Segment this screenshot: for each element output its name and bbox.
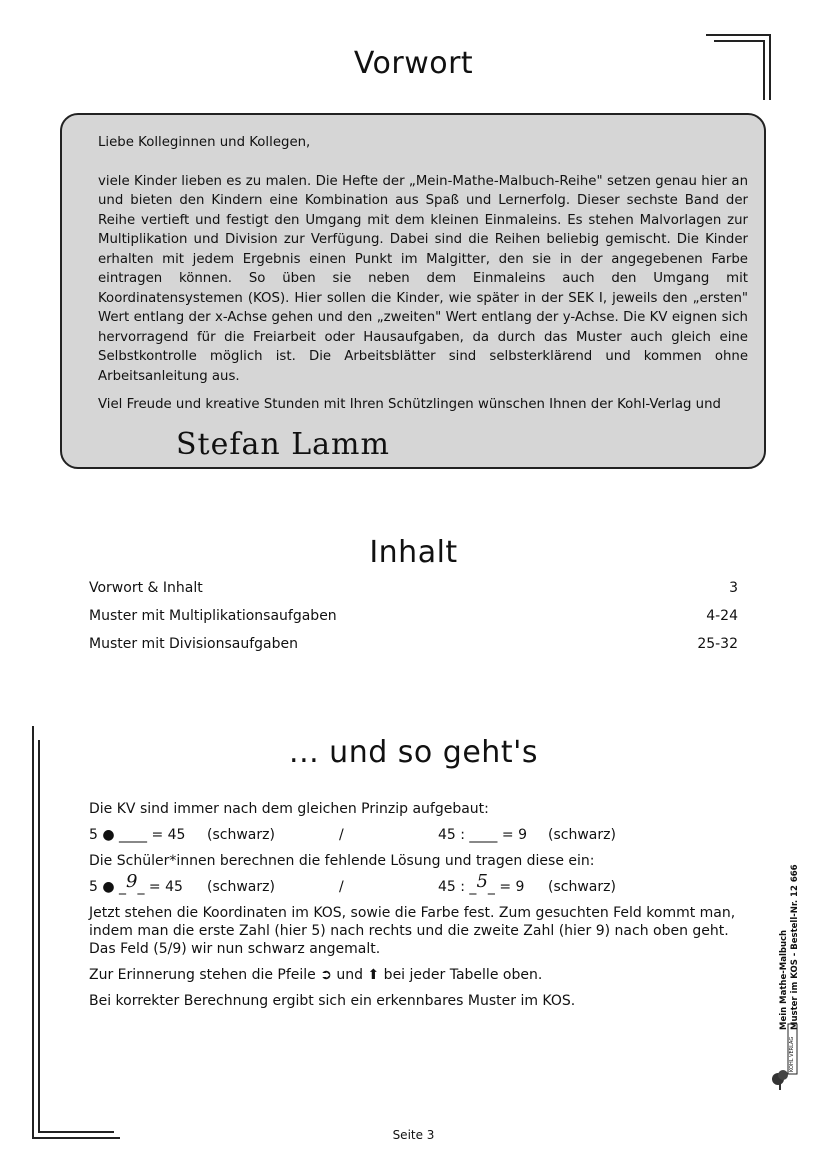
howto-intro: Die KV sind immer nach dem gleichen Prinzip aufgebaut: [89,801,489,817]
example-right-solved [438,871,548,896]
example-right-post: _ = 9 [487,879,525,895]
contents-title: Inhalt [369,535,458,570]
contents-item [89,630,738,658]
howto-result: Bei korrekter Berechnung ergibt sich ein erkennbares Muster im KOS. [89,993,576,1009]
contents-item-label: Vorwort & Inhalt [89,580,203,596]
sidebar-series: Mein Mathe-Malbuch [779,929,789,1030]
example-left-color: (schwarz) [207,879,275,895]
publisher-logo [770,1022,800,1092]
tree-icon [770,1022,800,1092]
contents-item-label: Muster mit Multiplikationsaufgaben [89,608,337,624]
example-left-pre: 5 ● _ [89,879,127,895]
frame-left-line-inner [38,740,40,1132]
example-right-color: (schwarz) [548,879,616,895]
contents-item [89,574,738,602]
preface-greeting: Liebe Kolleginnen und Kollegen, [98,135,311,150]
frame-left-line [32,726,34,1138]
howto-text [89,800,739,1018]
preface-box [60,113,766,469]
preface-closing: Viel Freude und kreative Stunden mit Ihren Schützlingen wünschen Ihnen der Kohl-Verlag und [98,397,721,412]
example-right-answer: 5 [476,871,488,892]
example-separator: / [339,879,344,895]
page-number: Seite 3 [392,1128,435,1142]
preface-paragraph: viele Kinder lieben es zu malen. Die Hefte der „Mein-Mathe-Malbuch-Reihe" setzen genau hier an und bieten den Kindern eine Kombination aus Spaß und Lernerfolg. Dieser sechste Band der Reihe vertieft und festigt den Umgang mit dem kleinen Einmaleins. Es stehen Malvorlagen zur Multiplikation und Division zur Verfügung. Dabei sind die Reihen beliebig gemischt. Die Kinder erhalten mit jedem Ergebnis einen Punkt im Malgitter, den sie in der angegebenen Farbe eintragen können. So üben sie neben dem Einmaleins auch den Umgang mit Koordinatensystemen (KOS). Hier sollen die Kinder, wie später in der SEK I, jeweils den „ersten" Wert entlang der x-Achse gehen und den „zweiten" Wert entlang der y-Achse. Die KV eignen sich hervorragend für die Freiarbeit oder Hausaufgaben, da durch das Muster auch gleich eine Selbstkontrolle möglich ist. Die Arbeitsblätter sind selbsterklärend und kommen ohne Arbeitsanleitung aus. [98,173,748,384]
frame-top-line-inner [714,40,764,42]
contents-item-page: 4-24 [706,608,738,624]
signature: Stefan Lamm [176,427,390,462]
contents-list [89,574,738,658]
example-right-pre: 45 : _ [438,879,477,895]
example-left: 5 ● ____ = 45 [89,827,186,843]
sidebar-order-number: Muster im KOS - Bestell-Nr. 12 666 [790,864,800,1030]
howto-middle: Die Schüler*innen berechnen die fehlende Lösung und tragen diese ein: [89,853,595,869]
page-title: Vorwort [353,46,474,81]
example-solved [89,871,739,896]
contents-item-label: Muster mit Divisionsaufgaben [89,636,299,652]
example-unsolved [89,826,739,844]
howto-title: ... und so geht's [289,735,538,770]
preface-text [98,133,748,424]
sidebar-publisher-info [779,864,801,1030]
contents-item-page: 25-32 [697,636,738,652]
example-right-color: (schwarz) [548,827,616,843]
example-left-color: (schwarz) [207,827,275,843]
example-left-solved [89,871,207,896]
publisher-logo-text: KOHL VERLAG [789,1036,795,1072]
example-right: 45 : ____ = 9 [438,827,527,843]
howto-reminder: Zur Erinnerung stehen die Pfeile ➲ und ⬆ bei jeder Tabelle oben. [89,967,543,983]
contents-item [89,602,738,630]
example-separator: / [339,827,344,843]
howto-explain: Jetzt stehen die Koordinaten im KOS, sowie die Farbe fest. Zum gesuchten Feld kommt man, indem man die erste Zahl (hier 5) nach rechts und die zweite Zahl (hier 9) nach oben geht. Das Feld (5/9) wir nun schwarz angemalt. [89,905,736,957]
contents-item-page: 3 [729,580,738,596]
frame-top-line [706,34,770,36]
example-left-post: _ = 45 [137,879,183,895]
example-left-answer: 9 [126,871,138,892]
